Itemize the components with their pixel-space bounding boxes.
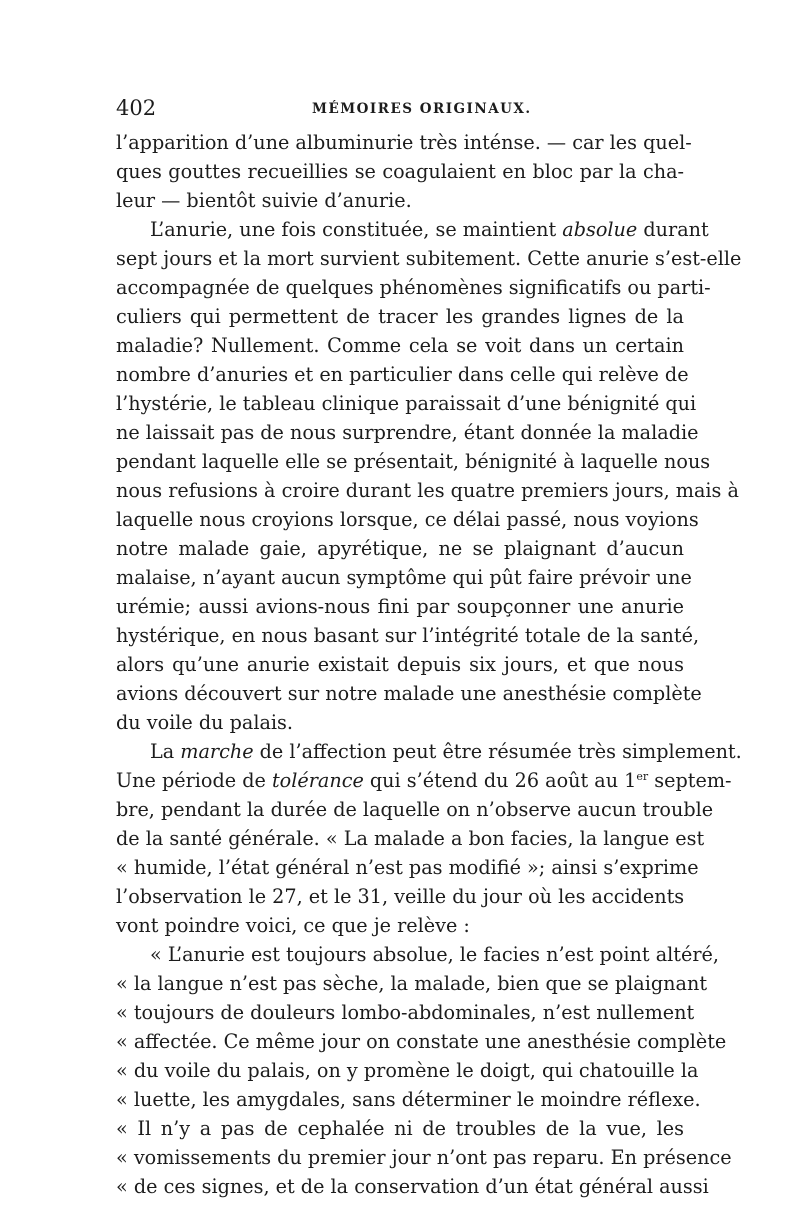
quote-line: « L’anurie est toujours absolue, le facies n’est point altéré, xyxy=(150,943,719,966)
text-span: qui s’étend du 26 août au 1 xyxy=(363,769,637,792)
text-line: alors qu’une anurie existait depuis six jours, et que nous xyxy=(116,653,684,676)
text-line: urémie; aussi avions-nous fini par soupçonner une anurie xyxy=(116,595,684,618)
text-span: La xyxy=(150,740,181,763)
text-line: avions découvert sur notre malade une anesthésie complète xyxy=(116,682,702,705)
emphasis-tolerance: tolérance xyxy=(271,769,364,792)
quote-line: « affectée. Ce même jour on constate une anesthésie complète xyxy=(116,1030,727,1053)
body-text xyxy=(116,128,742,1201)
text-line: leur — bientôt suivie d’anurie. xyxy=(116,189,412,212)
emphasis-absolue: absolue xyxy=(562,218,638,241)
text-line xyxy=(116,766,732,795)
text-span: L’anurie, une fois constituée, se maintient xyxy=(150,218,563,241)
text-line: vont poindre voici, ce que je relève : xyxy=(116,914,470,937)
text-span: Une période de xyxy=(116,769,272,792)
quote-line: « la langue n’est pas sèche, la malade, bien que se plaignant xyxy=(116,972,708,995)
text-line: ques gouttes recueillies se coagulaient en bloc par la cha- xyxy=(116,160,684,183)
quote-line: « luette, les amygdales, sans déterminer le moindre réflexe. xyxy=(116,1088,701,1111)
text-span: de l’affection peut être résumée très simplement. xyxy=(253,740,742,763)
quote-line: « Il n’y a pas de cephalée ni de troubles de la vue, les xyxy=(116,1117,684,1140)
quote-line: « vomissements du premier jour n’ont pas reparu. En présence xyxy=(116,1146,732,1169)
text-line: bre, pendant la durée de laquelle on n’observe aucun trouble xyxy=(116,798,714,821)
text-line: nous refusions à croire durant les quatre premiers jours, mais à xyxy=(116,479,739,502)
text-line: hystérique, en nous basant sur l’intégrité totale de la santé, xyxy=(116,624,700,647)
quote-line: « toujours de douleurs lombo-abdominales, n’est nullement xyxy=(116,1001,695,1024)
text-line: nombre d’anuries et en particulier dans celle qui relève de xyxy=(116,363,689,386)
running-title: MÉMOIRES ORIGINAUX. xyxy=(312,101,532,117)
text-line: accompagnée de quelques phénomènes significatifs ou parti- xyxy=(116,276,711,299)
text-span: septem- xyxy=(648,769,732,792)
text-line: l’hystérie, le tableau clinique paraissait d’une bénignité qui xyxy=(116,392,697,415)
text-line: l’observation le 27, et le 31, veille du jour où les accidents xyxy=(116,885,685,908)
text-line: laquelle nous croyions lorsque, ce délai passé, nous voyions xyxy=(116,508,699,531)
text-line: « humide, l’état général n’est pas modifié »; ainsi s’exprime xyxy=(116,856,699,879)
text-line: malaise, n’ayant aucun symptôme qui pût faire prévoir une xyxy=(116,566,692,589)
page-number: 402 xyxy=(116,96,157,120)
text-line: maladie? Nullement. Comme cela se voit dans un certain xyxy=(116,334,684,357)
text-line: pendant laquelle elle se présentait, bénignité à laquelle nous xyxy=(116,450,711,473)
paragraph-first-line xyxy=(116,215,709,244)
text-line: de la santé générale. « La malade a bon facies, la langue est xyxy=(116,827,705,850)
text-span: durant xyxy=(637,218,709,241)
quote-line: « de ces signes, et de la conservation d’un état général aussi xyxy=(116,1175,709,1198)
text-line: l’apparition d’une albuminurie très inténse. — car les quel- xyxy=(116,131,692,154)
superscript: er xyxy=(636,770,649,783)
page-header xyxy=(116,96,684,126)
paragraph-first-line xyxy=(116,737,742,766)
text-line: sept jours et la mort survient subitement. Cette anurie s’est-elle xyxy=(116,247,742,270)
text-line: du voile du palais. xyxy=(116,711,293,734)
text-line: notre malade gaie, apyrétique, ne se plaignant d’aucun xyxy=(116,537,684,560)
emphasis-marche: marche xyxy=(180,740,254,763)
text-line: ne laissait pas de nous surprendre, étant donnée la maladie xyxy=(116,421,699,444)
text-line: culiers qui permettent de tracer les grandes lignes de la xyxy=(116,305,684,328)
quote-line: « du voile du palais, on y promène le doigt, qui chatouille la xyxy=(116,1059,699,1082)
